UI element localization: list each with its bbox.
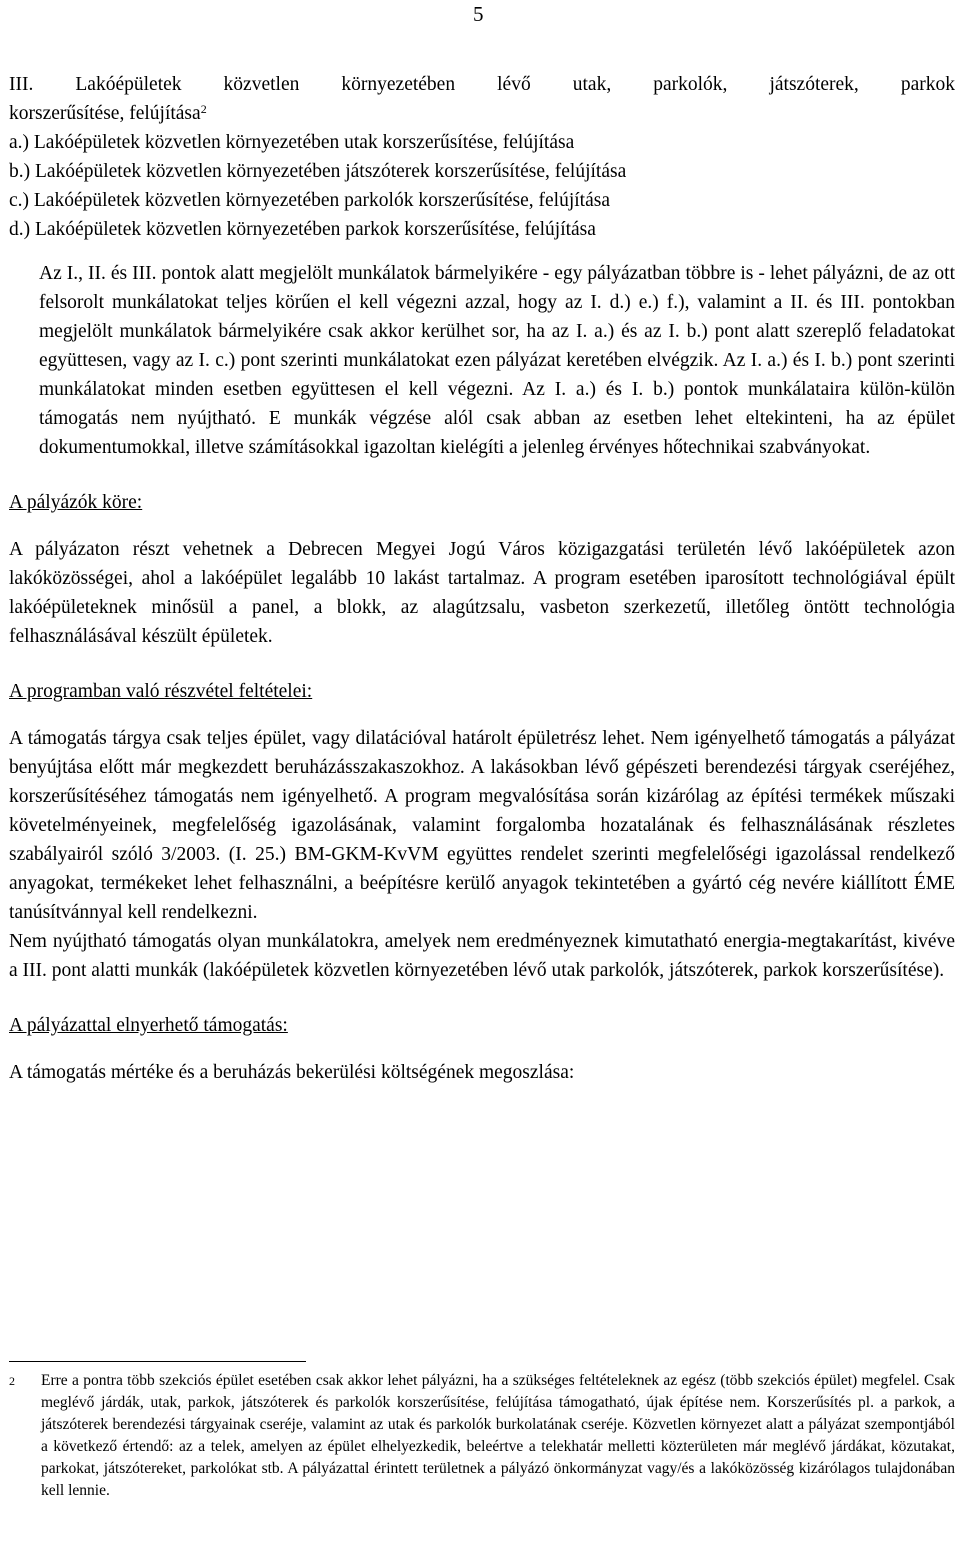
list-item: a.) Lakóépületek közvetlen környezetében utak korszerűsítése, felújítása <box>9 132 575 153</box>
section-3-title-continued <box>9 99 955 128</box>
support-paragraph: A támogatás mértéke és a beruházás bekerülési költségének megoszlása: <box>9 1062 575 1083</box>
conditions-paragraph: A támogatás tárgya csak teljes épület, vagy dilatációval határolt épületrész lehet. Nem igényelhető támogatás a pályázat benyújtása előtt már megkezdett beruházásszakaszokhoz. A lakásokban lévő gépészeti berendezési tárgyak cseréjéhez, korszerűsítéséhez támogatás nem igényelhető. A program megvalósítása során kizárólag az építési termékek műszaki követelményeinek, megfelelőség igazolásának, valamint forgalomba hozatalának és felhasználásának részletes szabályairól szóló 3/2003. (I. 25.) BM-GKM-KvVM együttes rendelet szerinti megfelelőségi igazolással rendelkező anyagokat, termékeket lehet felhasználni, a beépítésre kerülő anyagok tekintetében a gyártó cég nevére kiállított ÉME tanúsítvánnyal kell rendelkezni. <box>9 728 955 923</box>
conditions-heading: A programban való részvétel feltételei: <box>9 681 313 702</box>
list-item: d.) Lakóépületek közvetlen környezetében parkok korszerűsítése, felújítása <box>9 219 596 240</box>
applicants-paragraph: A pályázaton részt vehetnek a Debrecen Megyei Jogú Város közigazgatási területén lévő lakóépületek azon lakóközösségei, ahol a lakóépület legalább 10 lakást tartalmaz. A program esetében iparosított technológiával épült lakóépületeknek minősül a panel, a blokk, az alagútzsalu, vasbeton szerkezetű, illetőleg öntött technológia felhasználásával készült épületek. <box>9 539 955 647</box>
footnote-divider <box>9 1361 306 1362</box>
footnote <box>9 1370 955 1502</box>
document-body <box>9 70 955 1087</box>
section-3-item-list <box>9 128 955 244</box>
support-heading: A pályázattal elnyerhető támogatás: <box>9 1015 288 1036</box>
conditions-paragraph-2: Nem nyújtható támogatás olyan munkálatokra, amelyek nem eredményeznek kimutatható energia-megtakarítást, kivéve a III. pont alatti munkák (lakóépületek közvetlen környezetében lévő utak parkolók, játszóterek, parkok korszerűsítése). <box>9 931 955 981</box>
list-item: b.) Lakóépületek közvetlen környezetében játszóterek korszerűsítése, felújítása <box>9 161 627 182</box>
applicants-heading: A pályázók köre: <box>9 492 143 513</box>
footnote-text: Erre a pontra több szekciós épület esetében csak akkor lehet pályázni, ha a szükséges feltételeknek az egész (több szekciós épület) megfelel. Csak meglévő járdák, utak, parkok, játszóterek és parkolók korszerűsítése, felújítása támogatható, újak építése nem. Korszerűsítés pl. a parkok, a játszóterek berendezési tárgyainak cseréje, valamint az utak és parkolók burkolatának cseréje. Közvetlen környezet alatt a pályázat szempontjából a következő értendő: az a telek, amelyen az épület elhelyezkedik, beleértve a telekhatár melletti közterületen már meglévő járdákat, közutakat, parkokat, játszótereket, parkolókat stb. A pályázattal érintett területnek a pályázó önkormányzat vagy/és a lakóközösség kizárólagos tulajdonában kell lennie. <box>41 1372 955 1499</box>
page-number: 5 <box>473 2 484 26</box>
list-item: c.) Lakóépületek közvetlen környezetében parkolók korszerűsítése, felújítása <box>9 190 610 211</box>
section-3-note: Az I., II. és III. pontok alatt megjelölt munkálatok bármelyikére - egy pályázatban többre is - lehet pályázni, de az ott felsorolt munkálatokat teljes körűen el kell végezni azzal, hogy az I. d.) e.) f.), valamint a II. és III. pontokban megjelölt munkálatok bármelyikére csak akkor kerülhet sor, ha az I. a.) és az I. b.) pont alatt szereplő feladatokat együttesen, vagy az I. c.) pont szerinti munkálatokat ezen pályázat keretében elvégzik. Az I. a.) és I. b.) pont szerinti munkálatokat minden esetben együttesen el kell végezni. Az I. a.) és I. b.) pontok munkálataira külön-külön támogatás nem nyújtható. E munkák végzése alól csak abban az esetben lehet eltekinteni, ha az épület dokumentumokkal, illetve számításokkal igazoltan kielégíti a jelenleg érvényes hőtechnikai szabványokat. <box>39 263 955 458</box>
section-3-title-line2: korszerűsítése, felújítása <box>9 103 201 124</box>
footnote-mark: 2 <box>9 1374 15 1388</box>
footnote-reference[interactable]: 2 <box>200 102 207 116</box>
section-3-title: III. Lakóépületek közvetlen környezetében lévő utak, parkolók, játszóterek, parkok <box>9 74 955 95</box>
